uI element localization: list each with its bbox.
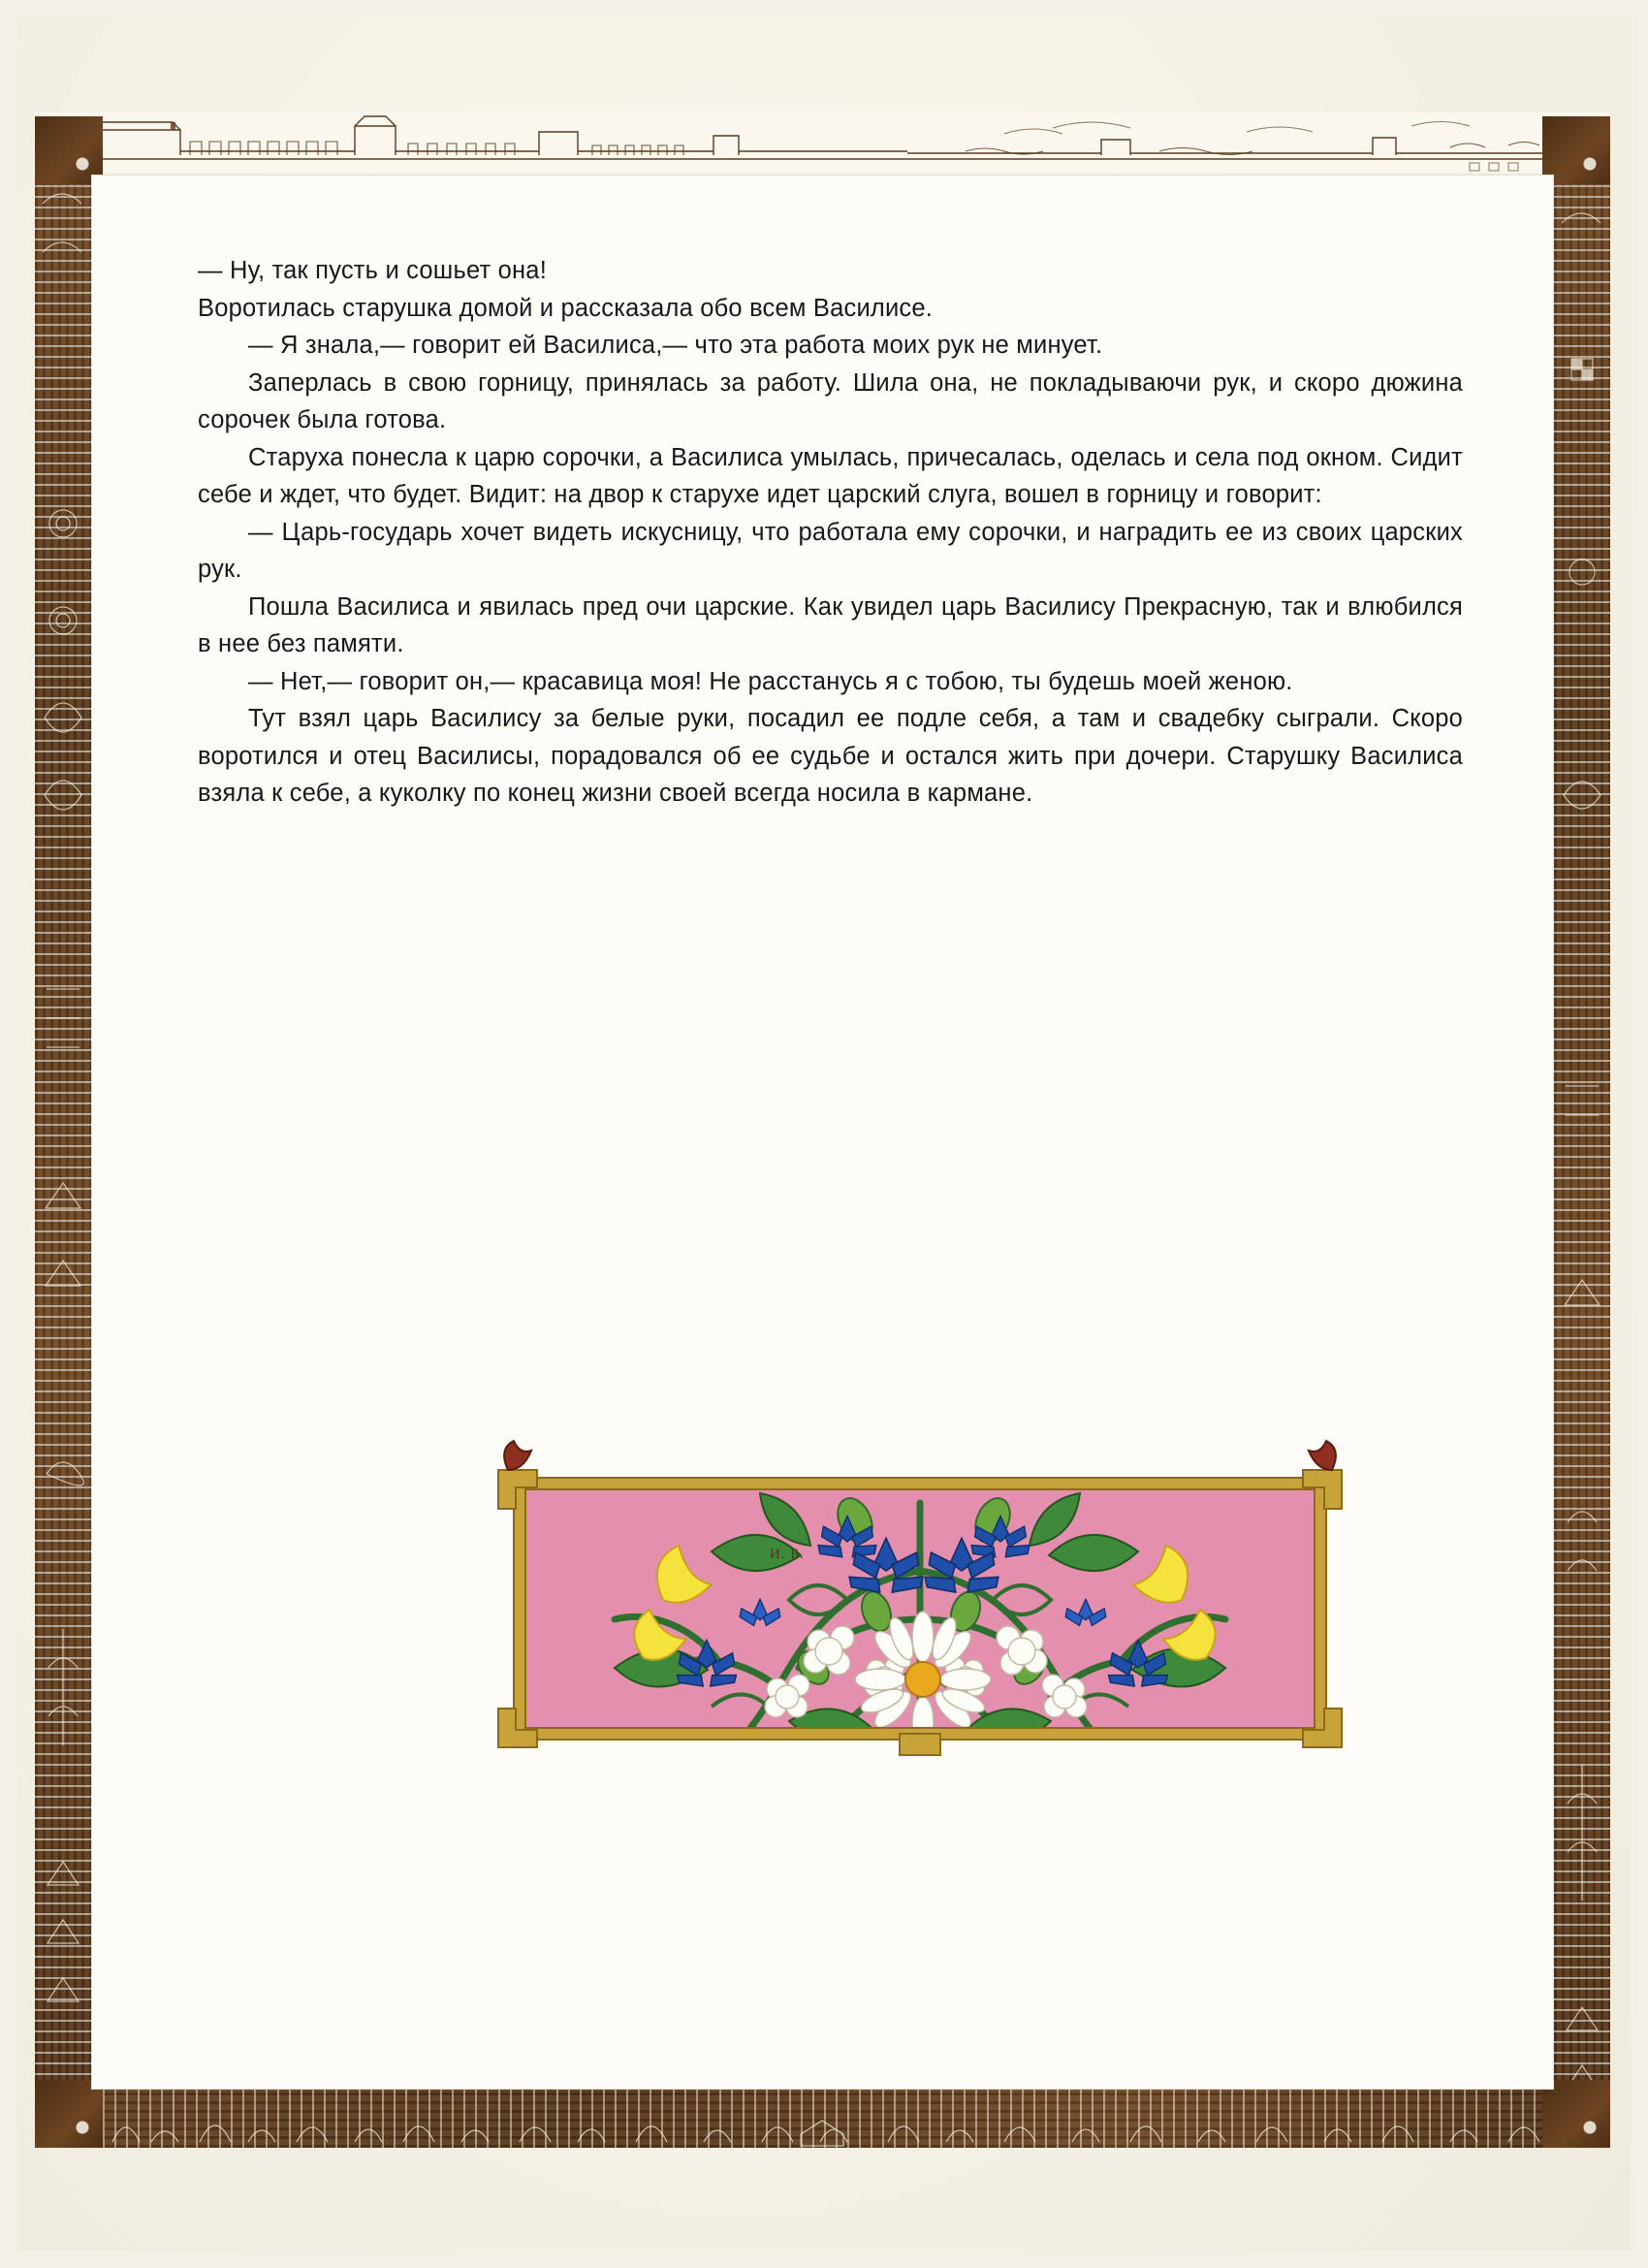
border-corner-bottom-left (35, 2080, 103, 2148)
paragraph: Воротилась старушка домой и рассказала обо всем Василисе. (198, 294, 934, 322)
paragraph: — Царь-государь хочет видеть искусницу, что работала ему сорочки, и наградить ее из своих царских рук. (198, 518, 1463, 583)
border-corner-bottom-right (1542, 2080, 1610, 2148)
border-right-detail (1554, 116, 1610, 2148)
paragraph: Заперлась в свою горницу, принялась за работу. Шила она, не покладываючи рук, и скоро дюжина сорочек была готова. (198, 368, 1463, 433)
paragraph: — Нет,— говорит он,— красавица моя! Не расстанусь я с тобою, ты будешь моей женою. (248, 667, 1293, 695)
paragraph: Пошла Василиса и явилась пред очи царские. Как увидел царь Василису Прекрасную, так и влюбился в нее без памяти. (198, 592, 1463, 657)
paragraph: Старуха понесла к царю сорочки, а Василиса умылась, причесалась, оделась и села под окном. Сидит себе и ждет, что будет. Видит: на двор к старухе идет царский слуга, вошел в горницу и говорит: (198, 443, 1463, 508)
border-left-detail (35, 116, 91, 2148)
paragraph: — Я знала,— говорит ей Василиса,— что эта работа моих рук не минует. (248, 332, 1103, 359)
artist-monogram: И. Б. (770, 1547, 805, 1562)
border-bottom (35, 2086, 1610, 2148)
text-panel (91, 175, 1554, 2090)
story-text (198, 252, 1463, 813)
paragraph: — Ну, так пусть и сошьет она! (198, 257, 547, 284)
floral-tailpiece (469, 1377, 1371, 1823)
paragraph: Тут взял царь Василису за белые руки, посадил ее подле себя, а там и свадебку сыграли. Скоро воротился и отец Василисы, порадовался об ее судьбе и остался жить при дочери. Старушку Василиса взяла к себе, а куколку по конец жизни своей всегда носила в кармане. (198, 705, 1463, 807)
border-bottom-landscape (35, 2086, 1610, 2148)
